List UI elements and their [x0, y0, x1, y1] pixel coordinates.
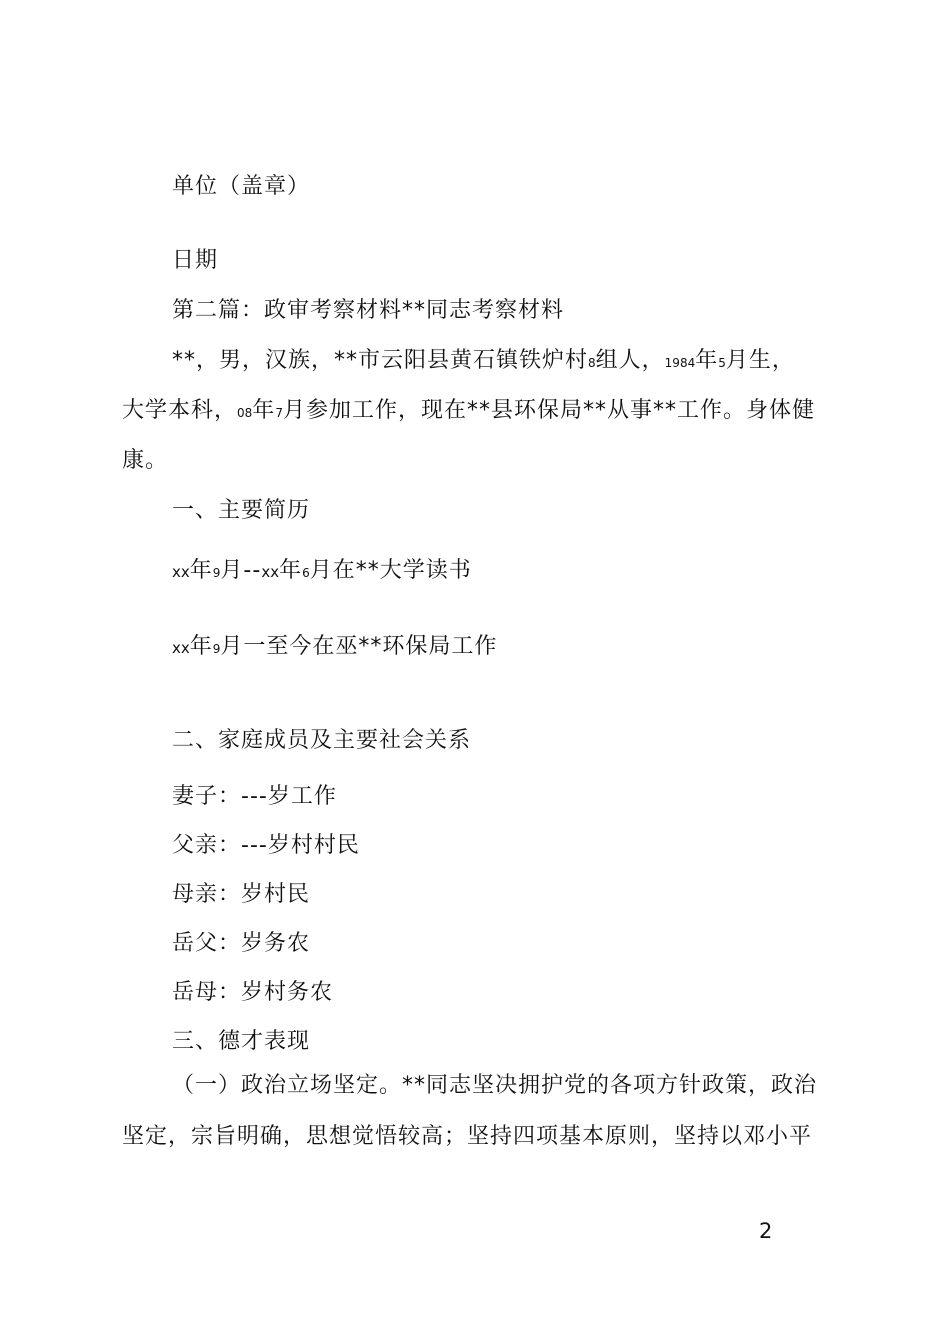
seal-line: 单位（盖章）	[172, 174, 311, 199]
section-3-paragraph-line-1: （一）政治立场坚定。**同志坚决拥护党的各项方针政策，政治	[172, 1073, 818, 1098]
family-member-father-in-law: 岳父：岁务农	[172, 931, 311, 956]
page-number: 2	[759, 1219, 773, 1243]
section-2-title: 二、家庭成员及主要社会关系	[172, 728, 472, 753]
family-member-mother: 母亲：岁村民	[172, 882, 311, 907]
resume-row-1: xx年9月--xx年6月在**大学读书	[172, 558, 472, 583]
resume-row-2: xx年9月一至今在巫**环保局工作	[172, 634, 498, 659]
family-member-father: 父亲：---岁村村民	[172, 833, 360, 858]
family-member-mother-in-law: 岳母：岁村务农	[172, 980, 334, 1005]
family-member-wife: 妻子：---岁工作	[172, 784, 337, 809]
document-heading: 第二篇：政审考察材料**同志考察材料	[172, 298, 565, 323]
section-1-title: 一、主要简历	[172, 498, 311, 523]
intro-line-1: **，男，汉族，**市云阳县黄石镇铁炉村8组人，1984年5月生，	[172, 348, 795, 373]
section-3-paragraph-line-2: 坚定，宗旨明确，思想觉悟较高；坚持四项基本原则，坚持以邓小平	[122, 1124, 813, 1149]
intro-line-3: 康。	[122, 448, 169, 473]
intro-line-2: 大学本科，08年7月参加工作，现在**县环保局**从事**工作。身体健	[122, 398, 815, 423]
section-3-title: 三、德才表现	[172, 1029, 311, 1054]
date-line: 日期	[172, 248, 219, 273]
